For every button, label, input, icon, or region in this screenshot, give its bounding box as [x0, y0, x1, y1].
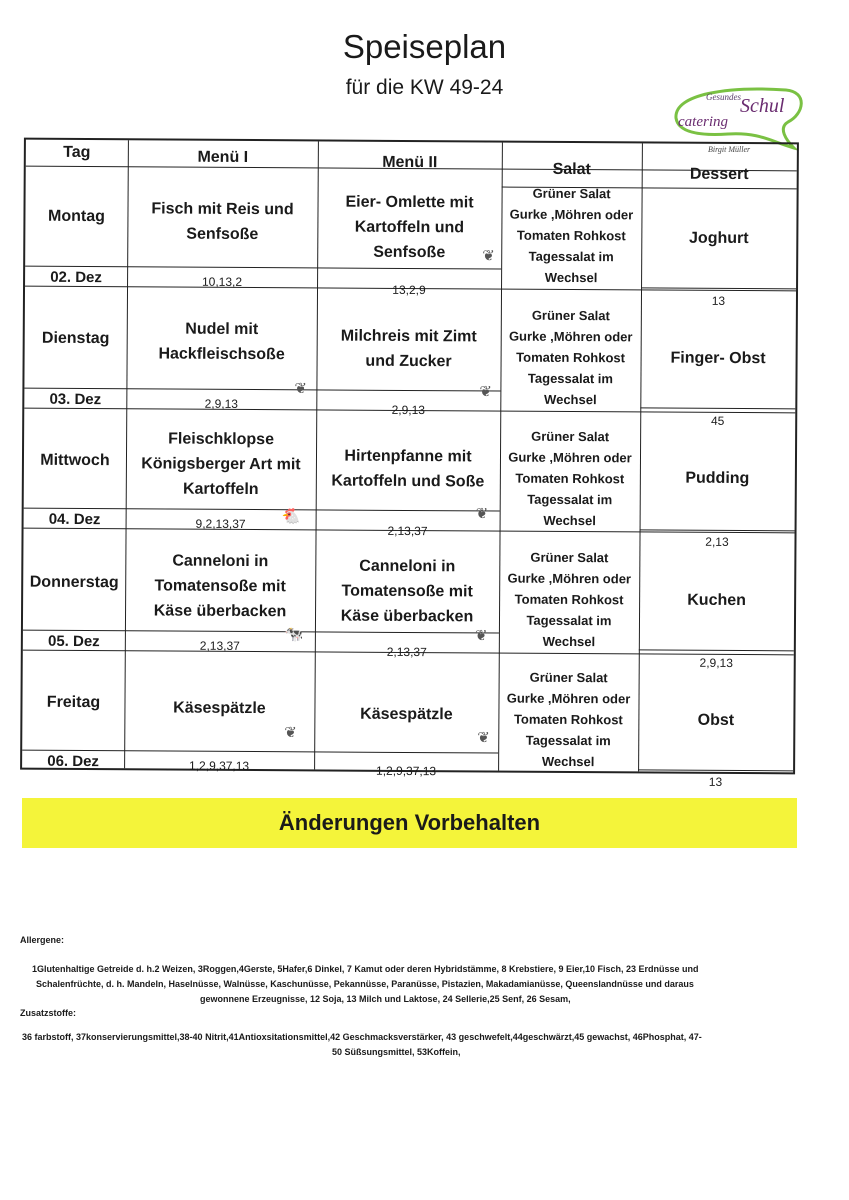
- additives-line: 50 Süßsungsmittel, 53Koffein,: [332, 1047, 461, 1057]
- menu1-dish: Canneloni in Tomatensoße mit Käse überbacken: [153, 552, 287, 621]
- salad-text: Grüner Salat Gurke ,Möhren oder Tomaten Rohkost Tagessalat im Wechsel: [507, 549, 632, 650]
- menu-table: [20, 138, 799, 789]
- changes-notice: Änderungen Vorbehalten: [22, 798, 797, 848]
- vegetable-icon: ❦: [284, 724, 297, 742]
- dessert-codes: 13: [711, 293, 726, 308]
- menu2-dish: Canneloni in Tomatensoße mit Käse überbacken: [340, 557, 474, 626]
- allergens-line: Schalenfrüchte, d. h. Mandeln, Haselnüsse, Walnüsse, Kaschunüsse, Pekannüsse, Paranüsse, Pistazien, Makadamianüsse, Queenslandnüsse und daraus: [36, 979, 694, 989]
- day-label: Donnerstag: [29, 573, 119, 592]
- menu1-codes: 2,13,37: [199, 638, 240, 653]
- menu1-dish: Nudel mit Hackfleischsoße: [158, 320, 285, 364]
- dessert-codes: 45: [710, 413, 725, 428]
- dessert-text: Obst: [697, 711, 735, 729]
- vegetable-icon: ❦: [482, 247, 495, 265]
- dessert-text: Kuchen: [687, 591, 747, 610]
- menu1-codes: 2,9,13: [204, 396, 239, 411]
- dessert-code-divider: [639, 649, 794, 651]
- logo-line3: catering: [678, 114, 728, 130]
- dessert-codes: 2,13: [705, 534, 729, 549]
- vegetable-icon: ❦: [477, 729, 490, 747]
- date-label: 06. Dez: [47, 752, 100, 771]
- chicken-icon: 🐔: [281, 508, 301, 526]
- date-label: 05. Dez: [47, 632, 100, 651]
- dessert-codes: 2,9,13: [699, 655, 733, 670]
- day-label: Mittwoch: [40, 451, 110, 470]
- salad-text: Grüner Salat Gurke ,Möhren oder Tomaten Rohkost Tagessalat im Wechsel: [506, 669, 631, 770]
- date-label: 04. Dez: [48, 510, 101, 529]
- day-label: Dienstag: [41, 329, 110, 348]
- dessert-code-divider: [638, 769, 793, 771]
- header-salad: Salat: [552, 160, 591, 179]
- menu1-dish: Fleischklopse Königsberger Art mit Kartoffeln: [141, 430, 301, 499]
- dessert-codes: 13: [708, 774, 723, 789]
- menu2-codes: 2,9,13: [391, 402, 426, 418]
- vegetable-icon: ❦: [479, 383, 493, 401]
- menu2-dish: Eier- Omlette mit Kartoffeln und Senfsoße: [345, 193, 474, 262]
- menu2-codes: 13,2,9: [392, 282, 426, 298]
- menu1-codes: 9,2,13,37: [195, 516, 246, 531]
- allergens-line: 1Glutenhaltige Getreide d. h.2 Weizen, 3Roggen,4Gerste, 5Hafer,6 Dinkel, 7 Kamut oder deren Hybridstämme, 8 Krebstiere, 9 Eier,10 Fisch, 23 Erdnüsse und: [32, 964, 699, 974]
- logo-line2: Schul: [740, 95, 785, 117]
- additives-line: 36 farbstoff, 37konservierungsmittel,38-40 Nitrit,41Antioxsitationsmittel,42 Geschmacksverstärker, 43 geschwefelt,44geschwärzt,45 gewachst, 46Phosphat, 47-: [22, 1032, 702, 1042]
- allergens-heading: Allergene:: [20, 935, 65, 945]
- vegetable-icon: ❦: [475, 505, 489, 523]
- allergens-line: gewonnene Erzeugnisse, 12 Soja, 13 Milch und Laktose, 24 Sellerie,25 Senf, 26 Sesam,: [200, 994, 571, 1004]
- header-menu2: Menü II: [382, 153, 438, 172]
- additives-heading: Zusatzstoffe:: [20, 1008, 76, 1018]
- cow-icon: 🐄: [284, 626, 304, 644]
- menu2-codes: 2,13,37: [387, 523, 428, 539]
- menu2-codes: 1,2,9,37,13: [376, 763, 437, 779]
- logo-line1: Gesundes: [706, 92, 741, 102]
- header-menu1: Menü I: [197, 148, 249, 167]
- menu2-dish: Milchreis mit Zimt und Zucker: [340, 327, 477, 371]
- menu1-dish: Fisch mit Reis und Senfsoße: [151, 200, 294, 244]
- page-title: Speiseplan: [342, 28, 507, 65]
- dessert-text: Joghurt: [689, 229, 749, 248]
- salad-text: Grüner Salat Gurke ,Möhren oder Tomaten Rohkost Tagessalat im Wechsel: [508, 428, 632, 529]
- vegetable-icon: ❦: [474, 627, 488, 645]
- menu2-dish: Käsespätzle: [360, 705, 453, 724]
- menu1-codes: 1,2,9,37,13: [189, 758, 250, 774]
- dessert-code-divider: [640, 407, 795, 409]
- menu2-dish: Hirtenpfanne mit Kartoffeln und Soße: [331, 447, 485, 491]
- dessert-text: Finger- Obst: [670, 349, 766, 368]
- page-subtitle: für die KW 49-24: [345, 76, 504, 99]
- salad-text: Grüner Salat Gurke ,Möhren oder Tomaten Rohkost Tagessalat im Wechsel: [509, 185, 634, 286]
- logo-line4: Birgit Müller: [708, 145, 751, 154]
- vegetable-icon: ❦: [294, 380, 308, 398]
- header-dessert: Dessert: [689, 165, 749, 184]
- menu1-dish: Käsespätzle: [173, 699, 266, 718]
- menu1-codes: 10,13,2: [201, 274, 243, 289]
- day-label: Montag: [47, 207, 105, 226]
- dessert-text: Pudding: [685, 469, 750, 488]
- date-label: 03. Dez: [49, 390, 102, 409]
- header-tag: Tag: [63, 143, 91, 162]
- day-label: Freitag: [46, 693, 101, 712]
- date-label: 02. Dez: [50, 268, 102, 287]
- salad-text: Grüner Salat Gurke ,Möhren oder Tomaten Rohkost Tagessalat im Wechsel: [508, 307, 633, 408]
- menu2-codes: 2,13,37: [386, 644, 427, 660]
